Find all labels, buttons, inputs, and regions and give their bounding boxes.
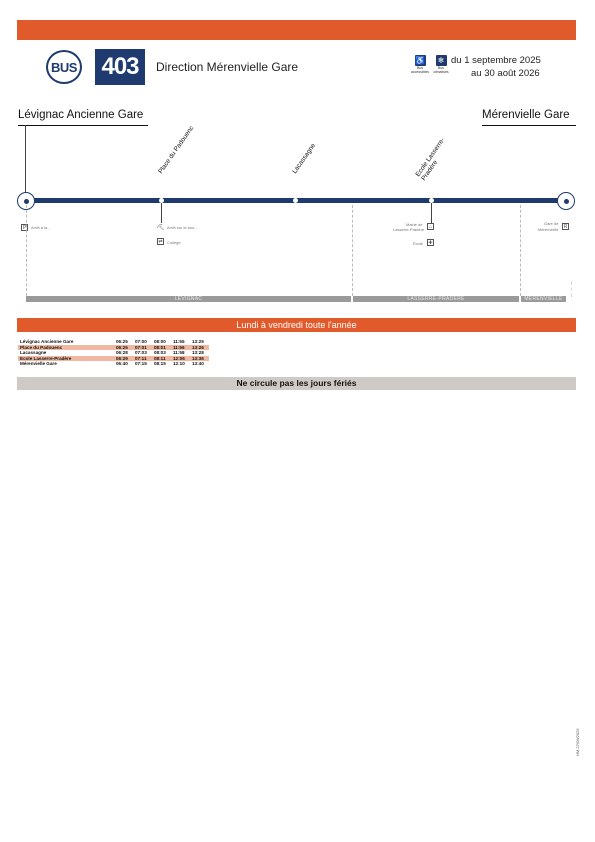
timetable-time: 08:01 [152,345,171,351]
scale-marks: | | | [571,281,572,297]
direction-title: Direction Mérenvielle Gare [156,60,299,74]
timetable-time: 12:10 [173,361,185,366]
timetable-time: 13:28 [192,350,204,355]
bus-logo [46,50,82,84]
pictogram-group [410,55,451,74]
snowflake-icon: ❄ [436,55,447,66]
bus-logo-text: BUS [51,59,77,75]
timetable-time: 06:40 [116,361,128,366]
wheelchair-icon: ♿ [415,56,425,65]
timetable-row [18,361,209,367]
zone-separator [26,205,27,296]
document-reference: HM-27/06/2025 [575,728,580,756]
timetable-time: 08:03 [154,350,166,355]
timetable-time: 08:00 [154,339,166,344]
zone-bar-lasserre: LASSERRE-PRADÈRE [353,296,519,302]
timetable-time: 13:26 [190,345,209,351]
timetable-time: 11:58 [173,350,185,355]
timetable-time: 13:40 [192,361,204,366]
parking-icon: P [22,224,27,231]
destination-connection-2: Mérenvielle [538,227,559,232]
timetable-time: 07:15 [135,361,147,366]
stop-name-padouenc: Place du Padouenc [157,124,196,175]
transfer-icon: ⇄ [158,238,163,245]
top-accent-bar [17,20,576,40]
timetable-time: 06:28 [116,350,128,355]
validity-end: au 30 août 2026 [471,68,540,79]
timetable-time: 08:15 [154,361,166,366]
timetable-stop-name: Lacassagne [20,350,47,355]
timetable-time: 12:06 [171,356,190,362]
origin-leader-line [25,125,26,197]
timetable-time: 13:36 [190,356,209,362]
ecole-connection-2: Lasserre-Pradère [393,227,425,232]
zone-separator [352,205,353,296]
line-number-badge: 403 [95,49,145,85]
destination-terminal: Mérenvielle Gare [482,109,570,121]
school-building-icon: ✚ [428,239,433,246]
stop-name-lacassagne: Lacassagne [291,142,318,175]
timetable-time: 06:29 [114,356,133,362]
zone-separator [520,205,521,296]
padouenc-connection-1: Arrêt sur le bus... [167,225,198,230]
destination-underline [482,125,576,126]
timetable-time: 07:11 [133,356,152,362]
padouenc-leader-line [161,203,162,223]
validity-start: du 1 septembre 2025 [451,55,541,66]
timetable-time: 08:11 [152,356,171,362]
timetable-stop-name: Lévignac Ancienne Gare [20,339,74,344]
timetable-time: 06:25 [114,345,133,351]
timetable-grid [18,339,209,367]
timetable-time: 07:01 [133,345,152,351]
train-icon: R [563,223,568,230]
origin-underline [18,125,148,126]
destination-connection-1: Gare de [544,221,559,226]
pictogram-caption: Bus accessibles [410,66,430,74]
destination-terminus-marker [557,192,575,210]
footnote-band: Ne circule pas les jours fériés [17,377,576,390]
timetable-time: 13:25 [192,339,204,344]
ecole-leader-line [431,203,432,223]
stop-name-ecole: Ecole Lasserre-Pradère [414,136,447,182]
ecole-connection-1: Mairie de [406,222,423,227]
padouenc-connection-2: Collège [167,240,181,245]
zone-bar-merenvielle: MÉRENVIELLE [521,296,566,302]
town-hall-icon: ⌂ [428,223,433,230]
origin-connection-text: Arrêt à la... [31,225,51,230]
timetable-time: 11:56 [171,345,190,351]
timetable-time: 07:00 [135,339,147,344]
zone-bar-levignac: LÉVIGNAC [26,296,351,302]
pictogram-aircon [431,55,451,74]
timetable-time: 06:25 [116,339,128,344]
timetable-time: 11:55 [173,339,185,344]
ecole-connection-3: École [413,241,424,246]
timetable-stop-name: Ecole Lasserre-Pradère [18,356,114,362]
timetable-stop-name: Mérenvielle Gare [20,361,57,366]
timetable-stop-name: Place du Padouenc [18,345,114,351]
stop-dot-lacassagne [293,198,298,203]
pictogram-caption: Bus climatisés [433,66,449,74]
school-icon: ⛏ [156,225,165,231]
timetable [18,339,209,367]
pictogram-accessible [410,55,430,74]
origin-terminal: Lévignac Ancienne Gare [18,109,144,121]
period-band: Lundi à vendredi toute l'année [17,318,576,332]
timetable-time: 07:03 [135,350,147,355]
